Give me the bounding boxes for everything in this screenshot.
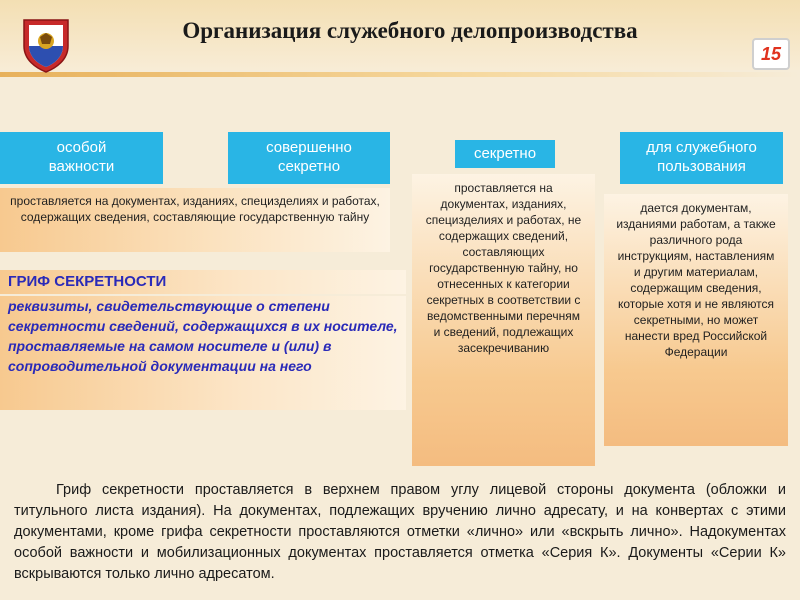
grif-heading: ГРИФ СЕКРЕТНОСТИ: [0, 270, 406, 294]
official-use-description: дается документам, изданиями работам, а также различного рода инструкциям, наставлениям и другим материалам, содержащим сведения, которые хотя и не являются секретными, но может нанести вред Российской Федерации: [604, 194, 788, 446]
category-label-official-use: [620, 132, 783, 184]
category-label-text: совершенно секретно: [266, 139, 352, 175]
category-label-top-secret: [228, 132, 390, 184]
category-label-text: особой важности: [48, 139, 115, 175]
header-divider: [0, 72, 800, 77]
body-paragraph: Гриф секретности проставляется в верхнем правом углу лицевой стороны документа (обложки и титульного листа издания). На документах, подлежащих вручению лично адресату, и на конвертах с этими документами, кроме грифа секретности проставляются отметки «лично» или «вскрыть лично». Надокументах особой важности и мобилизационных документах проставляется отметка «Серия К». Документы «Серии К» вскрываются только лично адресатом.: [14, 482, 786, 582]
category-label-secret: [455, 140, 555, 168]
state-secret-description: проставляется на документах, изданиях, специзделиях и работах, содержащих сведения, составляющие государственную тайну: [0, 188, 390, 252]
category-label-text: для служебного пользования: [646, 139, 757, 175]
category-label-special-importance: [0, 132, 163, 184]
category-label-text: секретно: [473, 144, 537, 162]
page-title: Организация служебного делопроизводства: [182, 18, 638, 43]
grif-definition: реквизиты, свидетельствующие о степени секретности сведений, содержащихся в их носителе, проставляемые на самом носителе и (или) в сопроводительной документации на него: [0, 296, 406, 410]
shield-emblem-icon: [20, 16, 72, 74]
secret-description: проставляется на документах, изданиях, специзделиях и работах, не содержащих сведений, составляющих государственную тайну, но отнесенных к категории секретных в соответствии с ведомственными перечням и сведений, подлежащих засекречиванию: [412, 174, 595, 466]
page-number-badge: 15: [752, 38, 790, 70]
